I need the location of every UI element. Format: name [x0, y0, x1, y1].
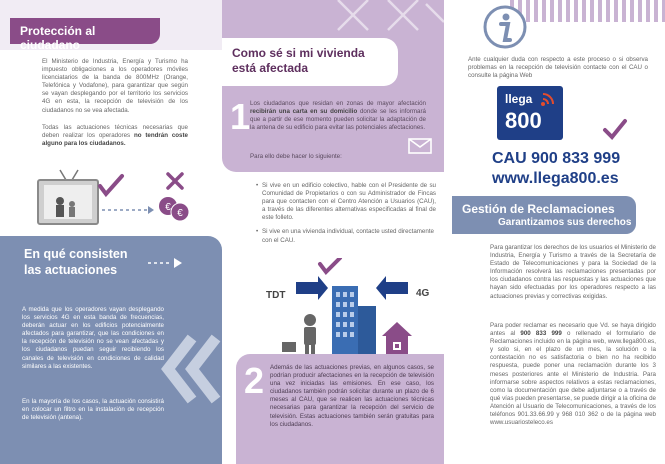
step-1-instruction: Para ello debe hacer lo siguiente: [250, 153, 342, 160]
vivienda-title [232, 46, 365, 76]
cross-icon [168, 174, 182, 188]
actuaciones-title-line1: En qué consisten [24, 247, 128, 261]
reclamaciones-header [452, 196, 636, 234]
arrow-4g-icon [376, 276, 408, 300]
reclamaciones-para2 [490, 322, 656, 427]
actuaciones-title-line2: las actuaciones [24, 263, 118, 277]
check-icon-1 [100, 176, 122, 194]
column-1 [0, 0, 222, 464]
website-link[interactable]: www.llega800.es [492, 170, 619, 187]
svg-text:€: € [177, 208, 183, 219]
stripes-decoration [510, 0, 665, 22]
coste-text: Todas las actuaciones técnicas necesarias que deben realizar los operadores [42, 124, 188, 140]
step-1-text [250, 100, 426, 132]
bullet-edificio-text: Si vive en un edificio colectivo, hable con el Presidente de su Comunidad de Propietarios o con su Administrador de Fincas para que contacten con el Centro Atención a Usuarios (CAU), a través de las diferentes alternativas especificadas al final de este folleto. [262, 182, 436, 222]
building-illustration [262, 258, 442, 358]
paragraph-coste [42, 124, 188, 148]
building-icon [332, 286, 376, 356]
step-1-text-bold: recibirán una carta en su domicilio [250, 108, 358, 116]
vivienda-title-line1: Como sé si mi vivienda [232, 46, 365, 60]
para2-text-c: o rellenado el formulario de Reclamaciones incluido en la página web, www.llega800.es, y solo si, en el plazo de un mes, la solución o la contestación no es satisfactoria o bien no ha recibido respuesta, puede poner una reclamación durante los 3 meses posteriores ante el Ministerio de Industria. Para informarse sobre aspectos relativos a estas reclamaciones, como la documentación que debe adjuntarse o a través de qué vías pueden presentarse, se puede dirigir a la oficina de Atención al Usuario de Telecomunicaciones, a través de los teléfonos 901.33.66.99 y 968 010 362 o de la página web www.usuariosteleco.es [490, 330, 656, 427]
step-1-text-c: donde se les informará que a partir de ese momento pueden solicitar la adaptación de la antena de su edificio para evitar las potenciales afectaciones. [250, 108, 427, 132]
check-icon-2 [320, 258, 340, 272]
svg-text:€: € [165, 202, 171, 213]
llega800-logo [497, 86, 563, 140]
euro-coins-icon [159, 197, 189, 221]
arrow-right-icon [148, 256, 188, 270]
sparkle-decoration [318, 0, 444, 40]
bullet-list [256, 182, 436, 245]
envelope-icon [408, 138, 432, 154]
bullet-edificio: • Si vive en un edificio colectivo, hable con el Presidente de su Comunidad de Propietarios o con su Administrador de Fincas para que contacten con el Centro Atención a Usuarios (CAU), a través de las diferentes alternativas especificadas al final de este folleto. [256, 182, 436, 222]
person-icon [282, 314, 316, 356]
actuaciones-title [24, 246, 128, 278]
vivienda-title-line2: está afectada [232, 61, 309, 75]
step-1-text-a: Los ciudadanos que residan en zonas de mayor afectación [250, 100, 426, 107]
paragraph-despliegue: A medida que los operadores vayan desplegando los servicios 4G en esta banda de frecuencias, deberán actuar en los edificios potencialmente afectados para garantizar, que las condiciones en la recepción de televisión no se vean afectadas y los ciudadanos puedan seguir recibiendo los canales de televisión en condiciones de calidad similares a las existentes. [22, 306, 164, 370]
para2-text-a: Para poder reclamar es necesario que Vd. se haya dirigido antes al [490, 322, 656, 338]
tv-icon [38, 170, 98, 224]
column-3 [444, 0, 665, 464]
coste-bold: no tendrán coste alguno para los ciudadanos. [42, 132, 188, 148]
reclamaciones-para1: Para garantizar los derechos de los usuarios el Ministerio de Industria, Energía y Turismo a través de la Secretaría de Estado de Telecomunicaciones y para la Sociedad de la Información resolverá las reclamaciones presentadas por los ciudadanos contra las respuestas y las actuaciones que hayan sido efectuadas por los operadores respecto a las actuaciones previas y correctivas exigidas. [490, 244, 656, 300]
label-4g: 4G [416, 288, 430, 299]
cau-phone: CAU 900 833 999 [492, 150, 621, 167]
paragraph-filtro: En la mayoría de los casos, la actuación consistirá en colocar un filtro en la instalación de recepción de televisión (antena). [22, 398, 164, 422]
info-icon [482, 4, 528, 50]
bullet-vivienda: • Si vive en una vivienda individual, contacte usted directamente con el CAU. [256, 228, 434, 244]
info-text: Ante cualquier duda con respecto a este proceso o si observa problemas en la recepción de televisión contacte con el CAU o consulte la página Web [468, 56, 648, 80]
tv-illustration [30, 168, 200, 230]
para2-phone: 900 833 999 [520, 330, 562, 338]
chevrons-decoration [158, 334, 222, 404]
proteccion-title: Protección al ciudadano [20, 24, 96, 52]
arrow-tdt-icon [296, 276, 328, 300]
check-icon-3 [602, 118, 628, 140]
column-2 [222, 0, 444, 464]
logo-number: 800 [505, 108, 542, 133]
reclamaciones-title: Gestión de Reclamaciones [462, 202, 615, 216]
label-tdt: TDT [266, 290, 286, 301]
logo-text: llega [505, 92, 533, 106]
signal-icon [541, 92, 555, 106]
step-2-text: Además de las actuaciones previas, en algunos casos, se podrían producir afectaciones en la recepción de televisión una vez iniciadas las emisiones. En ese caso, los ciudadanos también podrán solicitar durante un plazo de 6 meses al CAU, que se realicen las actuaciones técnicas necesarias para garantizar la recepción del servicio de televisión. Estas actuaciones también serán gratuitas para los ciudadanos. [270, 364, 434, 428]
section-header-proteccion [10, 18, 160, 52]
paragraph-obligaciones: El Ministerio de Industria, Energía y Turismo ha impuesto obligaciones a los operadores móviles licenciatarios de la banda de 800MHz (Orange, Telefónica y Vodafone), para garantizar que según se vayan desplegando por el territorio los servicios 4G en esta, la recepción de televisión de los ciudadanos no se vea afectada. [42, 58, 188, 114]
bullet-vivienda-text: Si vive en una vivienda individual, contacte usted directamente con el CAU. [262, 228, 434, 244]
reclamaciones-subtitle: Garantizamos sus derechos [498, 217, 632, 228]
step-1-number: 1 [230, 96, 251, 137]
step-2-number: 2 [244, 360, 265, 401]
house-icon [382, 322, 412, 356]
